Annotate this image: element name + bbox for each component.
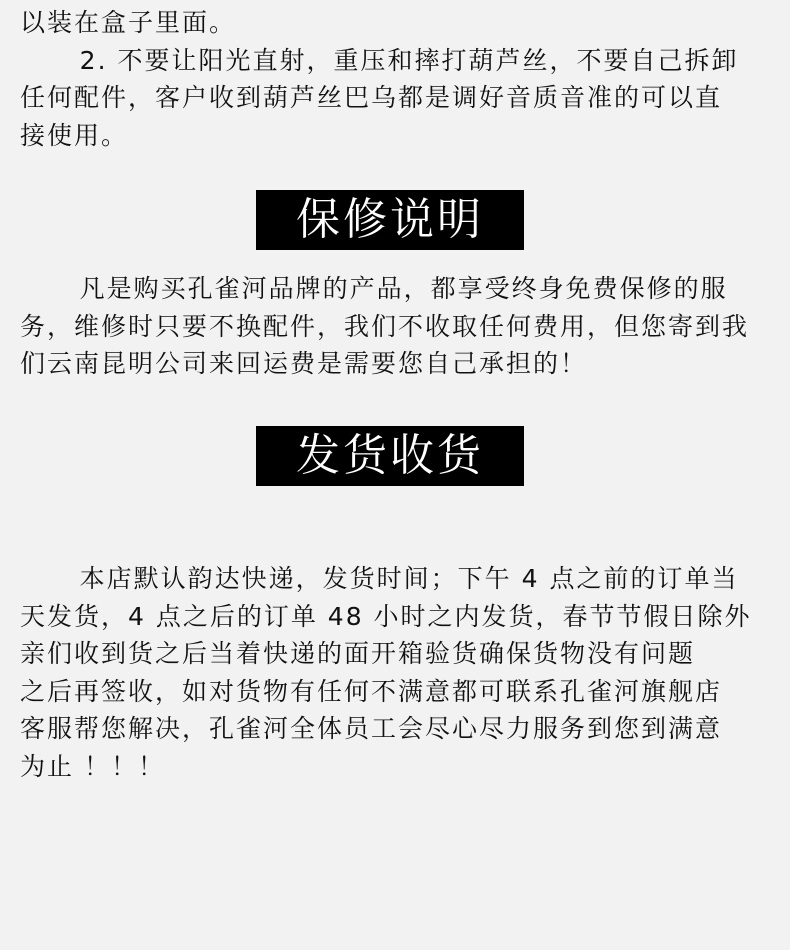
warranty-paragraph	[20, 270, 780, 383]
shipping-line: 客服帮您解决，孔雀河全体员工会尽心尽力服务到您到满意	[20, 714, 723, 743]
intro-line: 以装在盒子里面。	[20, 8, 237, 37]
shipping-line: 之后再签收，如对货物有任何不满意都可联系孔雀河旗舰店	[20, 676, 723, 706]
intro-line: 接使用。	[20, 120, 129, 150]
warranty-line: 务，维修时只要不换配件，我们不收取任何费用，但您寄到我	[20, 311, 750, 341]
shipping-heading: 发货收货	[256, 426, 524, 486]
warranty-line: 们云南昆明公司来回运费是需要您自己承担的！	[20, 349, 588, 378]
intro-paragraph	[20, 4, 780, 154]
warranty-line: 凡是购买孔雀河品牌的产品，都享受终身免费保修的服	[20, 274, 728, 303]
shipping-line: 亲们收到货之后当着快递的面开箱验货确保货物没有问题	[20, 639, 696, 668]
intro-line: 2. 不要让阳光直射，重压和摔打葫芦丝，不要自己拆卸	[20, 45, 739, 75]
shipping-line: 为止 ！！！	[20, 751, 165, 781]
shipping-paragraph	[20, 560, 780, 785]
shipping-line: 本店默认韵达快递，发货时间；下午 4 点之前的订单当	[20, 564, 739, 593]
warranty-heading: 保修说明	[256, 190, 524, 250]
intro-line: 任何配件，客户收到葫芦丝巴乌都是调好音质音准的可以直	[20, 83, 723, 112]
shipping-line: 天发货，4 点之后的订单 48 小时之内发货，春节节假日除外	[20, 601, 752, 631]
